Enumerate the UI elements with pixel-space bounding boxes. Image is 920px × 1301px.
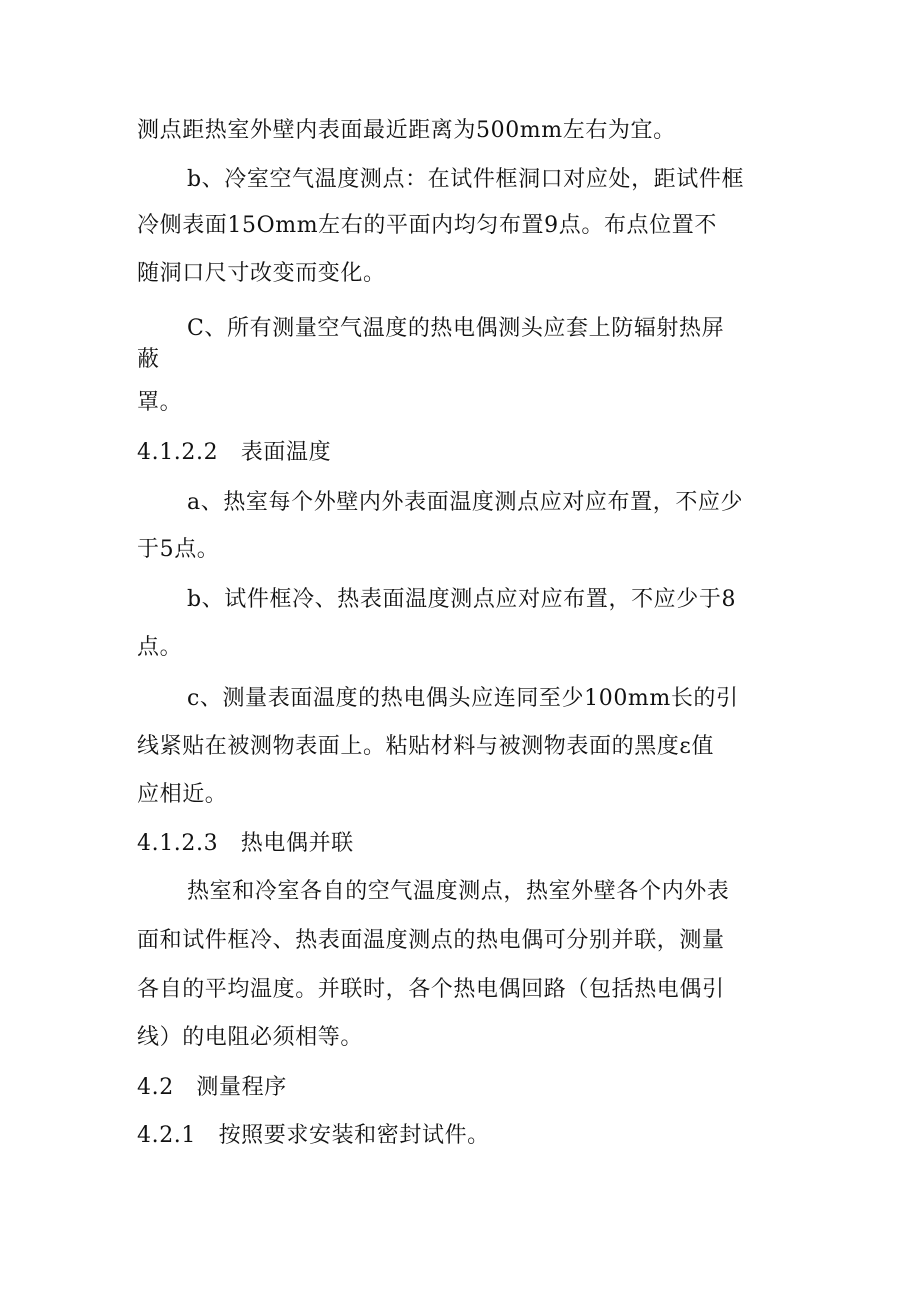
text-line: 面和试件框冷、热表面温度测点的热电偶可分别并联，测量 [137, 928, 725, 953]
section-heading: 4.2 测量程序 [137, 1075, 287, 1100]
text-line: 各自的平均温度。并联时，各个热电偶回路（包括热电偶引 [137, 977, 725, 1002]
text-line: 测点距热室外壁内表面最近距离为500mm左右为宜。 [137, 118, 676, 143]
text-line: b、试件框冷、热表面温度测点应对应布置，不应少于8 [187, 587, 737, 612]
section-heading: 4.1.2.2 表面温度 [137, 440, 332, 465]
text-line: b、冷室空气温度测点：在试件框洞口对应处，距试件框 [187, 167, 745, 192]
text-line: c、测量表面温度的热电偶头应连同至少100mm长的引 [187, 686, 739, 711]
text-line: 蔽 [137, 347, 160, 372]
text-line: a、热室每个外壁内外表面温度测点应对应布置，不应少 [187, 490, 744, 515]
text-line: 热室和冷室各自的空气温度测点，热室外壁各个内外表 [187, 879, 730, 904]
text-line: 于5点。 [137, 537, 220, 562]
text-line: 线紧贴在被测物表面上。粘贴材料与被测物表面的黑度ε值 [137, 734, 714, 759]
text-line: 随洞口尺寸改变而变化。 [137, 261, 386, 286]
section-heading: 4.2.1 按照要求安装和密封试件。 [137, 1123, 490, 1148]
text-line: 线）的电阻必须相等。 [137, 1025, 364, 1050]
section-heading: 4.1.2.3 热电偶并联 [137, 831, 354, 856]
text-line: 冷侧表面15Omm左右的平面内均匀布置9点。布点位置不 [137, 213, 717, 238]
text-line: 点。 [137, 635, 183, 660]
text-line: 罩。 [137, 390, 183, 415]
text-line: 应相近。 [137, 782, 228, 807]
text-line: C、所有测量空气温度的热电偶测头应套上防辐射热屏 [187, 316, 725, 341]
